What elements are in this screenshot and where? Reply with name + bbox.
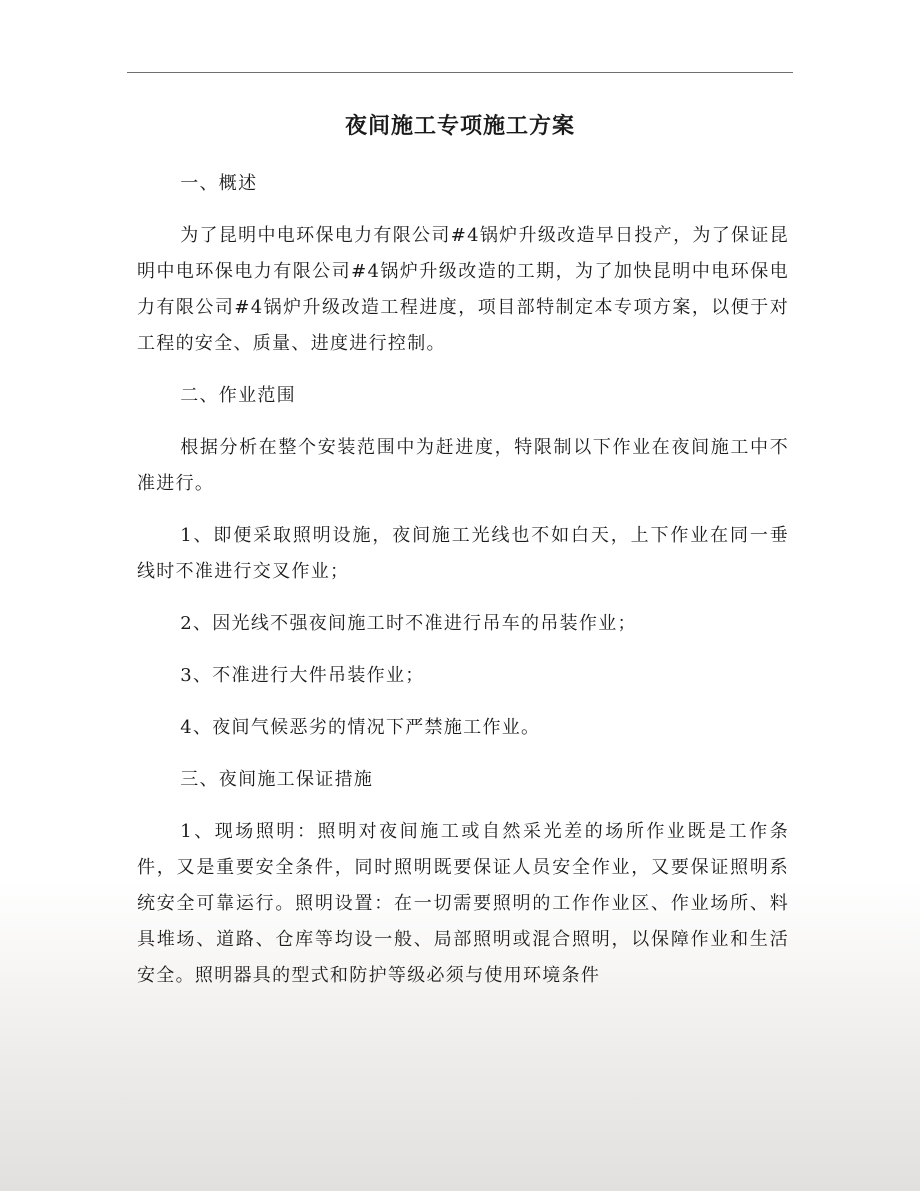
document-body — [137, 166, 789, 1010]
overview-paragraph: 为了昆明中电环保电力有限公司#4锅炉升级改造早日投产，为了保证昆明中电环保电力有限公司#4锅炉升级改造的工期，为了加快昆明中电环保电力有限公司#4锅炉升级改造工程进度，项目部特制定本专项方案，以便于对工程的安全、质量、进度进行控制。 — [137, 225, 789, 354]
scope-item-1: 1、即便采取照明设施，夜间施工光线也不如白天，上下作业在同一垂线时不准进行交叉作业； — [137, 525, 789, 582]
measures-item-1: 1、现场照明：照明对夜间施工或自然采光差的场所作业既是工作条件，又是重要安全条件，同时照明既要保证人员安全作业，又要保证照明系统安全可靠运行。照明设置：在一切需要照明的工作作业区、作业场所、料具堆场、道路、仓库等均设一般、局部照明或混合照明，以保障作业和生活安全。照明器具的型式和防护等级必须与使用环境条件 — [137, 821, 789, 986]
scope-item-4: 4、夜间气候恶劣的情况下严禁施工作业。 — [180, 717, 541, 738]
scope-item-2: 2、因光线不强夜间施工时不准进行吊车的吊装作业； — [180, 613, 637, 634]
scope-item-3: 3、不准进行大件吊装作业； — [180, 665, 425, 686]
scope-intro-paragraph: 根据分析在整个安装范围中为赶进度，特限制以下作业在夜间施工中不准进行。 — [137, 437, 789, 494]
document-title: 夜间施工专项施工方案 — [344, 113, 575, 139]
header-rule — [127, 72, 793, 73]
section-heading-scope: 二、作业范围 — [180, 385, 296, 406]
section-heading-measures: 三、夜间施工保证措施 — [180, 769, 374, 790]
section-heading-overview: 一、概述 — [180, 173, 258, 194]
